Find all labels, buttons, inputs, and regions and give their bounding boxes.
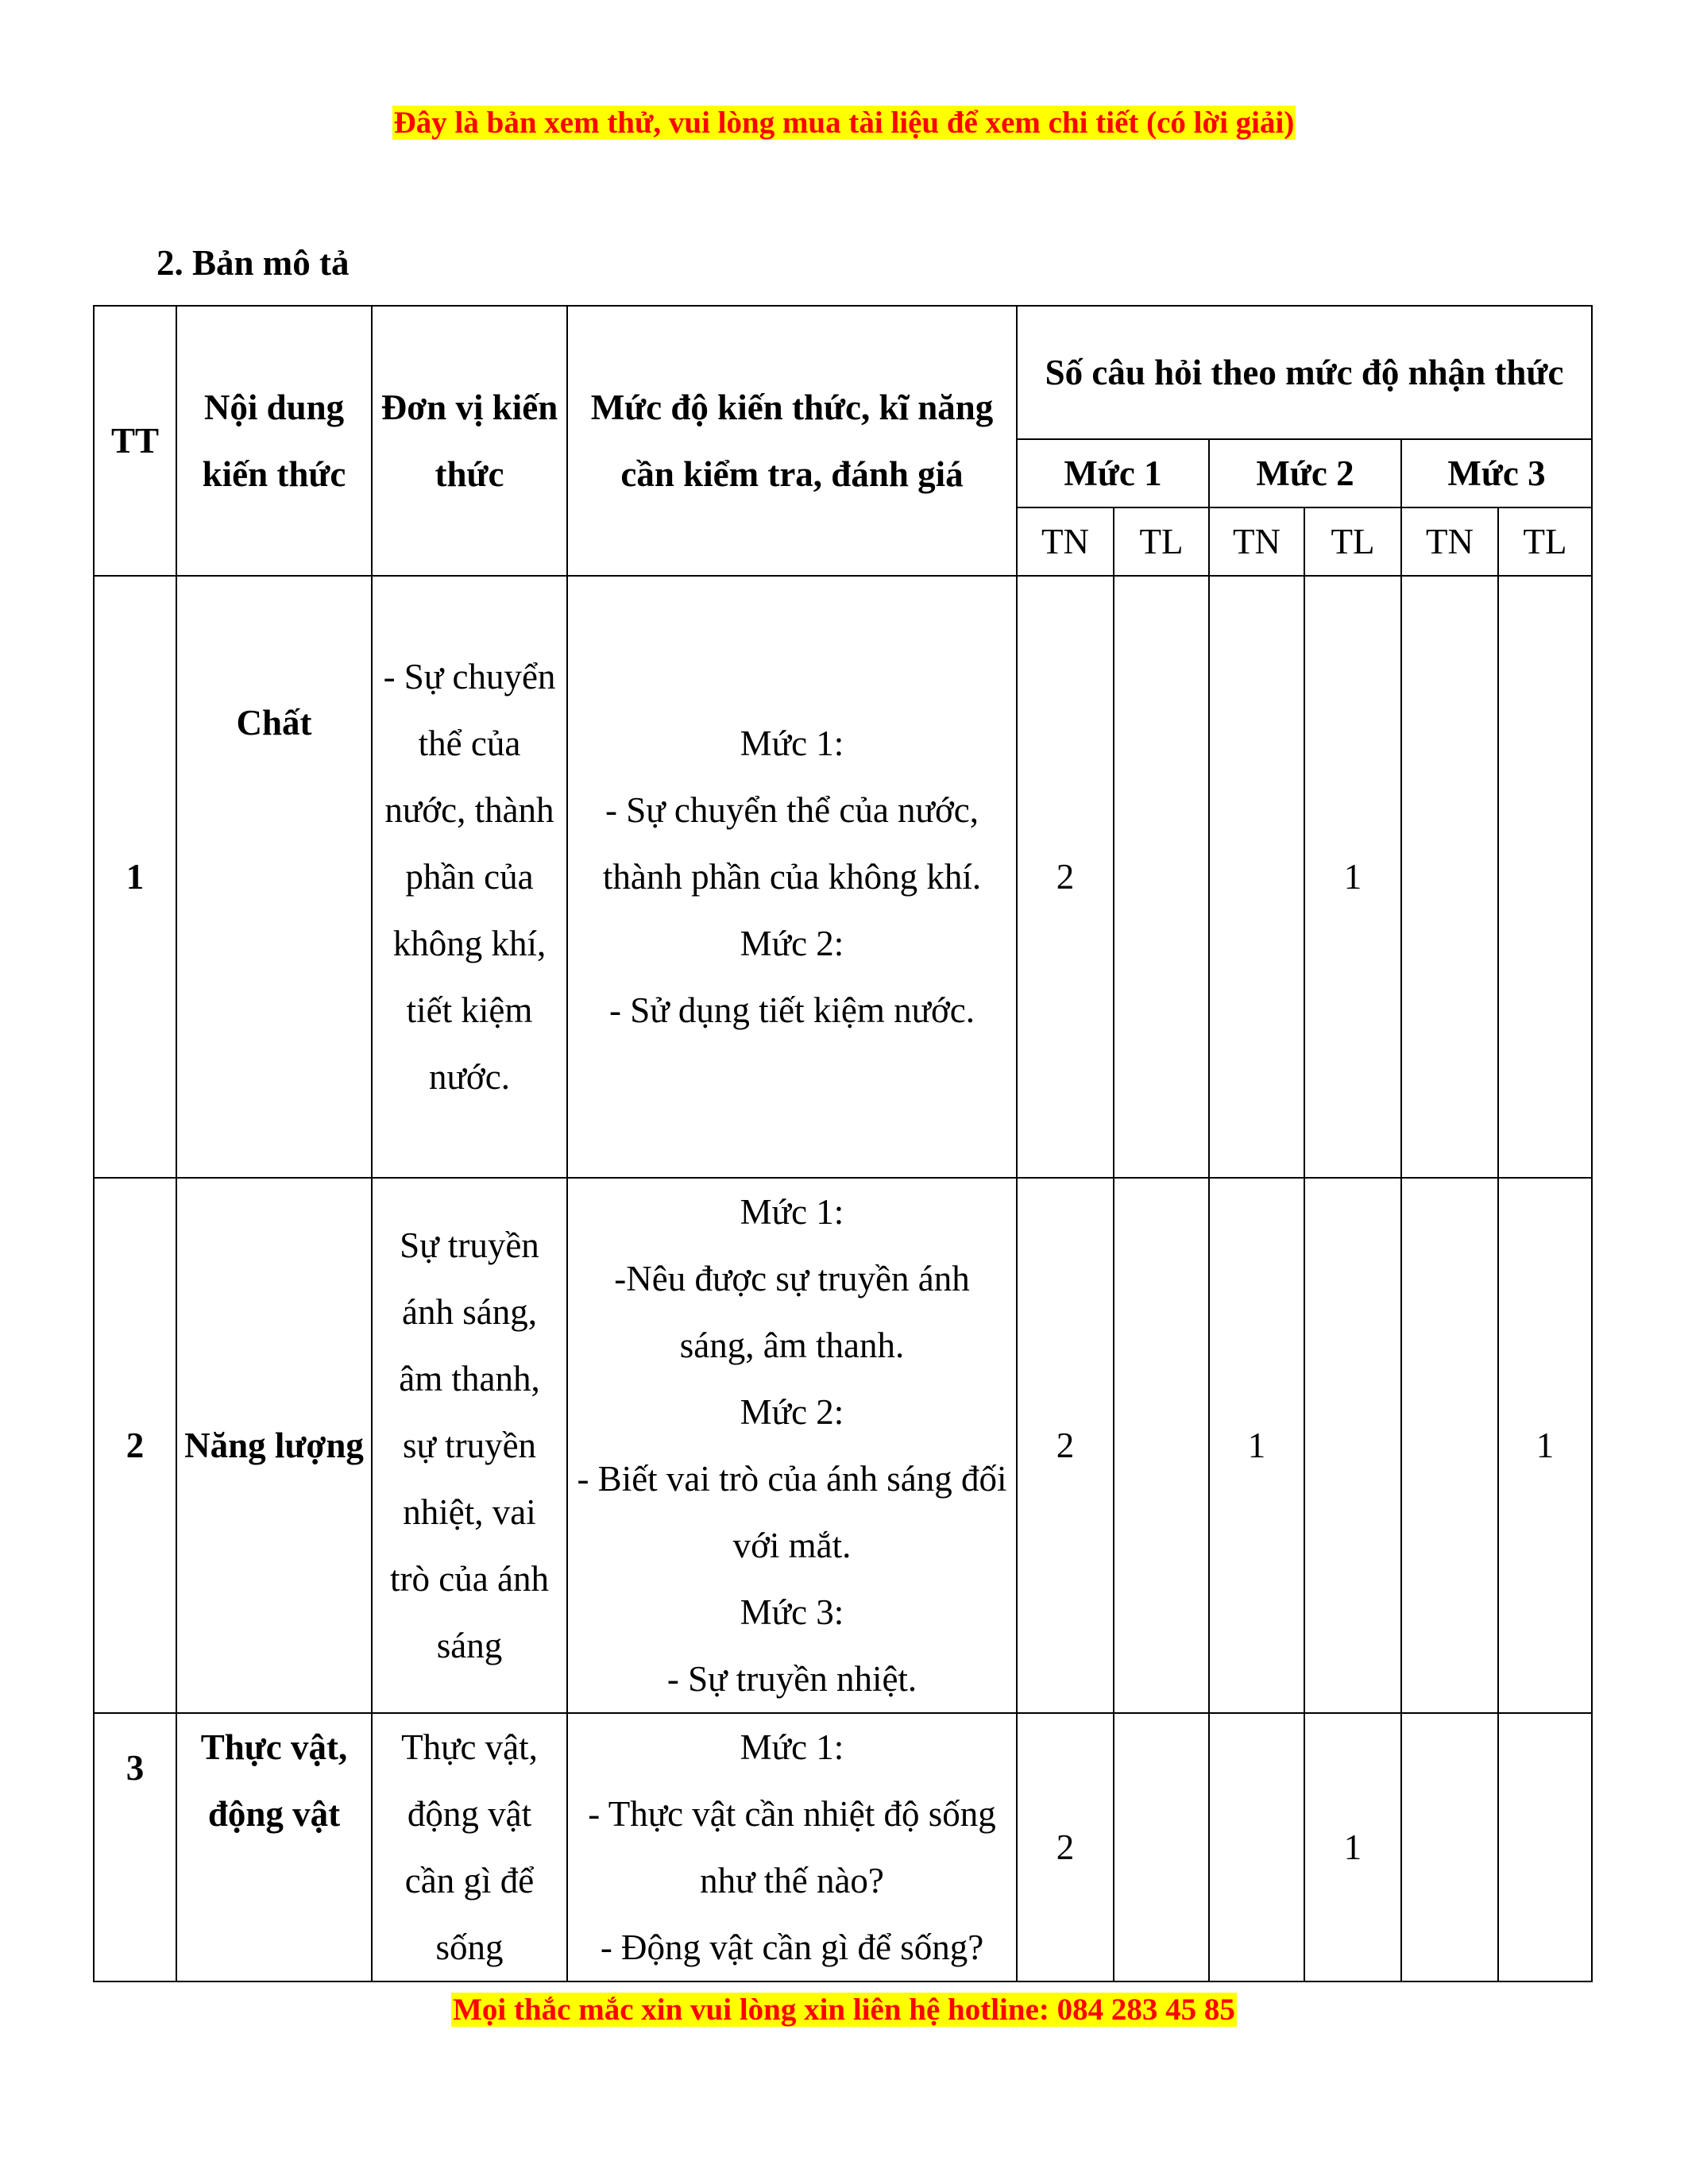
count-cell [1401, 576, 1498, 1178]
desc-line: Mức 2: [740, 924, 844, 963]
count-cell [1498, 576, 1592, 1178]
section-title: 2. Bản mô tả [156, 243, 350, 283]
header-content: Nội dung kiến thức [176, 306, 372, 576]
table-row [94, 1713, 1592, 1981]
hotline-text: Mọi thắc mắc xin vui lòng xin liên hệ hotline: 084 283 45 85 [453, 1993, 1235, 2027]
row-desc [567, 1178, 1017, 1713]
preview-notice-text: Đây là bản xem thử, vui lòng mua tài liệu để xem chi tiết (có lời giải) [393, 106, 1295, 140]
row-unit: Thực vật, động vật cần gì để sống [372, 1713, 567, 1981]
desc-line: -Nêu được sự truyền ánh sáng, âm thanh. [614, 1259, 970, 1365]
count-cell [1401, 1713, 1498, 1981]
row-content: Chất [176, 576, 372, 1178]
header-tt: TT [94, 306, 176, 576]
row-content: Năng lượng [176, 1178, 372, 1713]
header-level-1: Mức 1 [1017, 439, 1209, 507]
hotline-banner [0, 1992, 1688, 2028]
count-cell: 1 [1304, 576, 1401, 1178]
row-desc [567, 576, 1017, 1178]
header-question-count: Số câu hỏi theo mức độ nhận thức [1017, 306, 1592, 439]
header-level-2: Mức 2 [1209, 439, 1401, 507]
header-level-desc: Mức độ kiến thức, kĩ năng cần kiểm tra, đánh giá [567, 306, 1017, 576]
desc-line: Mức 1: [740, 723, 844, 763]
count-cell [1114, 1178, 1209, 1713]
desc-line: - Sự truyền nhiệt. [666, 1659, 917, 1699]
desc-line: Mức 3: [740, 1592, 844, 1632]
header-unit: Đơn vị kiến thức [372, 306, 567, 576]
preview-notice-banner [0, 105, 1688, 141]
count-cell [1114, 1713, 1209, 1981]
header-tn: TN [1401, 507, 1498, 576]
desc-line: - Động vật cần gì để sống? [600, 1927, 984, 1967]
count-cell [1304, 1178, 1401, 1713]
header-tl: TL [1304, 507, 1401, 576]
header-level-3: Mức 3 [1401, 439, 1592, 507]
description-table [93, 305, 1593, 1982]
count-cell [1114, 576, 1209, 1178]
count-cell [1209, 576, 1304, 1178]
header-tn: TN [1209, 507, 1304, 576]
desc-line: - Sự chuyển thể của nước, thành phần của không khí. [602, 790, 982, 897]
table-row [94, 576, 1592, 1178]
desc-line: Mức 1: [740, 1727, 844, 1767]
row-unit: Sự truyền ánh sáng, âm thanh, sự truyền nhiệt, vai trò của ánh sáng [372, 1178, 567, 1713]
count-cell: 1 [1304, 1713, 1401, 1981]
row-desc [567, 1713, 1017, 1981]
desc-line: - Biết vai trò của ánh sáng đối với mắt. [577, 1459, 1007, 1565]
desc-line: - Thực vật cần nhiệt độ sống như thế nào? [588, 1794, 996, 1900]
row-tt: 2 [94, 1178, 176, 1713]
row-tt: 3 [94, 1713, 176, 1981]
count-cell: 2 [1017, 576, 1114, 1178]
row-content: Thực vật, động vật [176, 1713, 372, 1981]
desc-line: Mức 2: [740, 1392, 844, 1432]
row-unit: - Sự chuyển thể của nước, thành phần của không khí, tiết kiệm nước. [372, 576, 567, 1178]
header-tl: TL [1114, 507, 1209, 576]
header-tl: TL [1498, 507, 1592, 576]
count-cell [1498, 1713, 1592, 1981]
count-cell: 2 [1017, 1713, 1114, 1981]
count-cell [1401, 1178, 1498, 1713]
count-cell [1209, 1713, 1304, 1981]
desc-line: Mức 1: [740, 1192, 844, 1232]
row-tt: 1 [94, 576, 176, 1178]
header-tn: TN [1017, 507, 1114, 576]
count-cell: 1 [1498, 1178, 1592, 1713]
desc-line: - Sử dụng tiết kiệm nước. [608, 990, 975, 1030]
table-row [94, 1178, 1592, 1713]
count-cell: 2 [1017, 1178, 1114, 1713]
count-cell: 1 [1209, 1178, 1304, 1713]
